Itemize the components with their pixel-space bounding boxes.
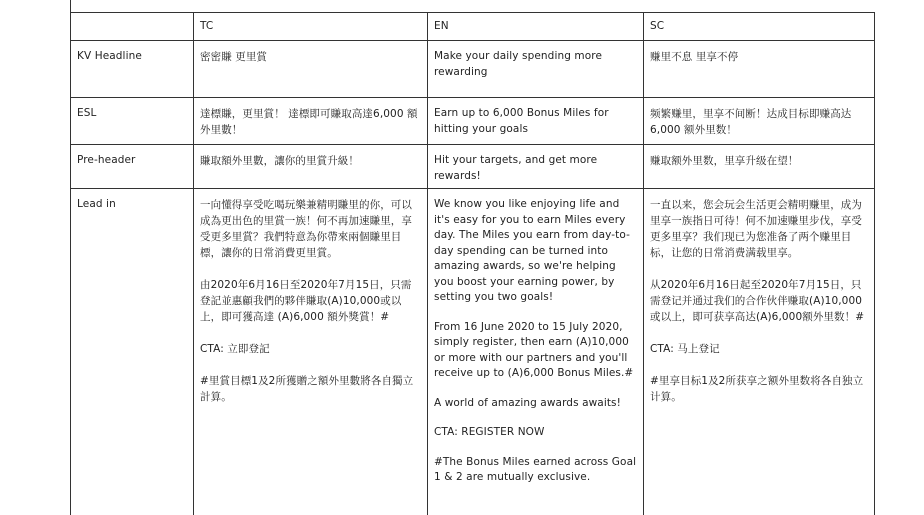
pre-header-tc-cell [194, 145, 428, 189]
lead-in-tc-cta: CTA: 立即登記 [200, 343, 270, 355]
lead-in-en-paragraph: A world of amazing awards awaits! [434, 396, 621, 409]
esl-en-cell [428, 98, 644, 145]
lead-in-tc-paragraph: 一向懂得享受吃喝玩樂兼精明賺里的你，可以成為更出色的里賞一族！何不再加速賺里，享受更多里賞？我們特意為你帶來兩個賺里目標，讓你的日常消費更里賞。 [200, 199, 412, 259]
lead-in-sc-paragraph: 从2020年6月16日起至2020年7月15日，只需登记并通过我们的合作伙伴赚取(A)10,000或以上，即可获享高达(A)6,000额外里数！# [650, 279, 865, 323]
lead-in-en-cell [428, 189, 644, 515]
lead-in-en-cta: CTA: REGISTER NOW [434, 426, 545, 438]
kv-headline-sc-text: 赚里不息 里享不停 [650, 51, 739, 63]
esl-tc-text: 達標賺，更里賞！ 達標即可賺取高達6,000 額外里數！ [200, 108, 418, 136]
kv-headline-en-text: Make your daily spending more rewarding [434, 50, 606, 78]
kv-headline-tc-cell [194, 41, 428, 98]
lead-in-tc-cell [194, 189, 428, 515]
row-label-esl: ESL [71, 98, 194, 145]
copy-translation-table [70, 12, 875, 515]
kv-headline-en-cell [428, 41, 644, 98]
lead-in-sc-footnote: #里享目标1及2所获享之额外里数将各自独立计算。 [650, 375, 864, 403]
pre-header-sc-cell [644, 145, 875, 189]
pre-header-sc-text: 赚取额外里数，里享升级在望！ [650, 155, 799, 167]
table-row-kv-headline [71, 41, 875, 98]
esl-sc-cell [644, 98, 875, 145]
esl-en-text: Earn up to 6,000 Bonus Miles for hitting your goals [434, 107, 613, 135]
table-row-lead-in [71, 189, 875, 515]
lead-in-en-paragraph: From 16 June 2020 to 15 July 2020, simply register, then earn (A)10,000 or more with our partners and you'll receive up to (A)6,000 Bonus Miles.# [434, 320, 634, 379]
row-label-kv-headline: KV Headline [71, 41, 194, 98]
lead-in-sc-paragraph: 一直以来，您会玩会生活更会精明赚里，成为里享一族指日可待！何不加速赚里步伐，享受更多里享？我们现已为您准备了两个赚里目标，让您的日常消费满载里享。 [650, 199, 862, 259]
kv-headline-sc-cell [644, 41, 875, 98]
lead-in-sc-cta: CTA: 马上登记 [650, 343, 720, 355]
pre-header-tc-text: 賺取額外里數，讓你的里賞升級！ [200, 155, 359, 167]
row-label-pre-header: Pre-header [71, 145, 194, 189]
lead-in-tc-footnote: #里賞目標1及2所獲贈之額外里數將各自獨立計算。 [200, 375, 414, 403]
lead-in-sc-cell [644, 189, 875, 515]
lead-in-en-footnote: #The Bonus Miles earned across Goal 1 & 2 are mutually exclusive. [434, 455, 640, 483]
row-label-lead-in: Lead in [71, 189, 194, 515]
table-row-pre-header [71, 145, 875, 189]
header-en-cell: EN [428, 13, 644, 41]
pre-header-en-text: Hit your targets, and get more rewards! [434, 154, 601, 182]
esl-tc-cell [194, 98, 428, 145]
lead-in-en-paragraph: We know you like enjoying life and it's easy for you to earn Miles every day. The Miles you earn from day-to-day spending can be turned into amazing awards, so we're helping you boost your earning power, by setting you two goals! [434, 198, 630, 303]
esl-sc-text: 频繁赚里，里享不间断！达成目标即赚高达 6,000 额外里数！ [650, 108, 855, 136]
table-row-esl [71, 98, 875, 145]
table-header-row [71, 13, 875, 41]
header-sc-cell: SC [644, 13, 875, 41]
header-corner-cell [71, 13, 194, 41]
kv-headline-tc-text: 密密賺 更里賞 [200, 51, 268, 63]
lead-in-tc-paragraph: 由2020年6月16日至2020年7月15日，只需登記並惠顧我們的夥伴賺取(A)10,000或以上，即可獲高達 (A)6,000 額外獎賞！# [200, 279, 412, 323]
pre-header-en-cell [428, 145, 644, 189]
header-tc-cell: TC [194, 13, 428, 41]
margin-line [70, 0, 71, 12]
